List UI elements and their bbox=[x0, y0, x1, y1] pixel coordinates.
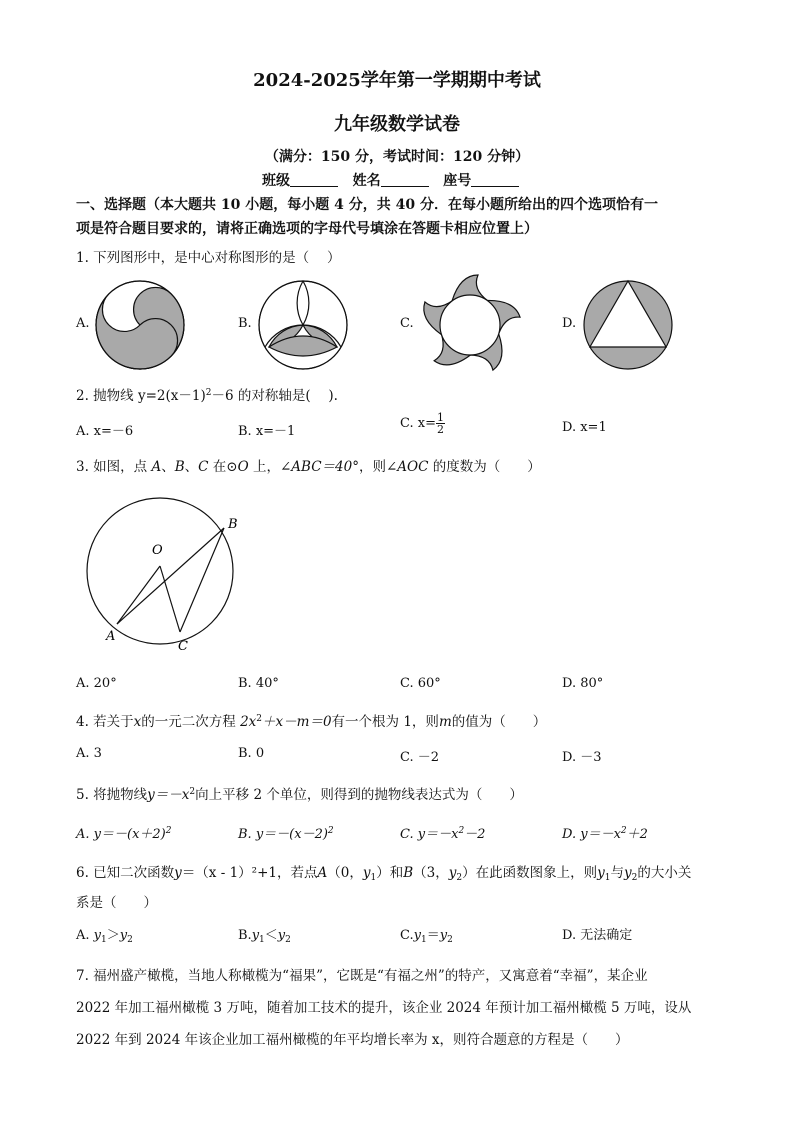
q2-option-a: A. x=－6 bbox=[76, 424, 134, 439]
q3-stem bbox=[76, 455, 541, 475]
q6-text: 的大小关 bbox=[637, 865, 692, 881]
q5-option-d-tail: ＋2 bbox=[626, 827, 648, 842]
q5-option-a-text: A. y＝－(x＋2) bbox=[76, 827, 166, 842]
q6-var: y bbox=[93, 928, 102, 943]
q1-option-b-label: B. bbox=[238, 316, 252, 331]
q3-text: 、 bbox=[184, 459, 199, 475]
q5-sup: 2 bbox=[189, 787, 196, 797]
q6-option-a-label: A. bbox=[76, 928, 90, 943]
q3-text: 在⊙ bbox=[208, 459, 238, 475]
q4-stem bbox=[76, 710, 546, 730]
q3-point: C bbox=[198, 459, 209, 475]
q4-equation: 2x bbox=[240, 714, 257, 730]
seat-label: 座号 bbox=[443, 173, 472, 189]
q5-option-d-text: D. y＝－x bbox=[562, 827, 621, 842]
q4-var: x bbox=[133, 714, 142, 730]
fraction-denominator: 2 bbox=[436, 423, 444, 436]
q1-option-c-label: C. bbox=[400, 316, 414, 331]
q6-text: （3， bbox=[413, 865, 449, 881]
q2-stem-sup: 2 bbox=[205, 388, 212, 398]
q3-angle: ∠AOC bbox=[385, 459, 429, 475]
q3-circle-figure bbox=[76, 490, 256, 660]
q4-option-c: C. －2 bbox=[400, 750, 440, 765]
q6-var: y bbox=[597, 865, 605, 881]
q4-option-b: B. 0 bbox=[238, 746, 265, 761]
q2-option-c bbox=[400, 412, 445, 435]
q6-sub: 1 bbox=[101, 935, 107, 945]
q5-text: 5. 将抛物线 bbox=[76, 787, 148, 803]
q3-point: B bbox=[174, 459, 185, 475]
exam-subtitle: 九年级数学试卷 bbox=[334, 114, 460, 135]
section-heading-line2: 项是符合题目要求的，请将正确选项的字母代号填涂在答题卡相应位置上） bbox=[76, 221, 538, 237]
q5-option-c bbox=[400, 823, 485, 842]
q6-point: A bbox=[317, 865, 328, 881]
q6-sub: 2 bbox=[285, 935, 291, 945]
q3-text: ，则 bbox=[358, 459, 386, 475]
q6-option-c bbox=[400, 924, 453, 943]
q4-option-a: A. 3 bbox=[76, 746, 102, 761]
q2-stem-text-b: －6 的对称轴是( ). bbox=[211, 388, 338, 404]
q2-option-c-text: C. x= bbox=[400, 416, 436, 431]
q7-line1: 7. 福州盛产橄榄，当地人称橄榄为“福果”，它既是“有福之州”的特产，又寓意着“幸福”，某企业 bbox=[76, 968, 648, 984]
q3-option-d: D. 80° bbox=[562, 676, 604, 691]
q3-option-c: C. 60° bbox=[400, 676, 441, 691]
q6-text: ）和 bbox=[376, 865, 404, 881]
q2-option-c-fraction bbox=[436, 412, 445, 435]
q1-figure-c bbox=[415, 270, 525, 380]
class-field[interactable] bbox=[290, 174, 338, 187]
q6-sub: 1 bbox=[259, 935, 265, 945]
q6-sub: 1 bbox=[604, 873, 611, 883]
q6-option-a bbox=[76, 924, 133, 943]
q6-point: B bbox=[403, 865, 414, 881]
q4-sup: 2 bbox=[256, 714, 263, 724]
q3-text: 上， bbox=[248, 459, 280, 475]
q1-figure-d bbox=[580, 276, 680, 376]
q5-option-c-text: C. y＝－x bbox=[400, 827, 459, 842]
q3-text: 3. 如图，点 bbox=[76, 459, 152, 475]
q6-var: y bbox=[277, 928, 286, 943]
q5-option-a bbox=[76, 823, 171, 842]
q6-sub: 2 bbox=[447, 935, 453, 945]
q6-option-b bbox=[238, 924, 291, 943]
q3-option-b: B. 40° bbox=[238, 676, 279, 691]
q5-equation: y＝－x bbox=[147, 787, 190, 803]
name-label: 姓名 bbox=[352, 173, 381, 189]
q1-stem: 1. 下列图形中，是中心对称图形的是（ ） bbox=[76, 250, 341, 266]
q5-sup: 2 bbox=[327, 826, 334, 836]
q7-line2: 2022 年加工福州橄榄 3 万吨，随着加工技术的提升，该企业 2024 年预计加工福州橄榄 5 万吨，设从 bbox=[76, 1000, 692, 1016]
q6-option-d: D. 无法确定 bbox=[562, 928, 633, 943]
q4-text: 4. 若关于 bbox=[76, 714, 134, 730]
q6-option-b-label: B. bbox=[238, 928, 252, 943]
q3-angle: ∠ABC＝40° bbox=[279, 459, 359, 475]
q1-figure-b bbox=[255, 276, 355, 376]
q6-sub: 2 bbox=[127, 935, 133, 945]
q5-option-d bbox=[562, 823, 648, 842]
q3-option-a: A. 20° bbox=[76, 676, 117, 691]
q3-label-a: A bbox=[106, 629, 116, 644]
q2-option-d: D. x=1 bbox=[562, 420, 607, 435]
q7-line3: 2022 年到 2024 年该企业加工福州橄榄的年平均增长率为 x，则符合题意的方程是（ ） bbox=[76, 1032, 629, 1048]
q3-point: O bbox=[237, 459, 249, 475]
q4-text: 的一元二次方程 bbox=[141, 714, 241, 730]
q6-relation: ＝ bbox=[426, 928, 440, 943]
class-label: 班级 bbox=[262, 173, 290, 189]
q3-label-c: C bbox=[178, 639, 188, 654]
q6-text: 与 bbox=[610, 865, 624, 881]
q3-label-b: B bbox=[228, 517, 238, 532]
q5-option-c-tail: －2 bbox=[464, 827, 486, 842]
q6-sub: 1 bbox=[420, 935, 427, 945]
q6-var: y bbox=[413, 928, 421, 943]
q5-text: 向上平移 2 个单位，则得到的抛物线表达式为（ ） bbox=[195, 787, 523, 803]
q4-text: 有一个根为 1，则 bbox=[331, 714, 439, 730]
q5-stem bbox=[76, 783, 523, 803]
q6-sub: 2 bbox=[456, 873, 463, 883]
q3-text: 、 bbox=[161, 459, 175, 475]
q5-option-b bbox=[238, 823, 334, 842]
q5-sup: 2 bbox=[458, 826, 465, 836]
q6-stem-line1 bbox=[76, 861, 691, 881]
q3-point: A bbox=[151, 459, 162, 475]
q6-relation: ＞ bbox=[106, 928, 120, 943]
q3-label-o: O bbox=[152, 543, 163, 558]
q4-var: m bbox=[438, 714, 452, 730]
q1-option-a-label: A. bbox=[76, 316, 90, 331]
q4-text: 的值为（ ） bbox=[451, 714, 547, 730]
q5-sup: 2 bbox=[165, 826, 172, 836]
q4-option-d: D. －3 bbox=[562, 750, 602, 765]
q6-var: y bbox=[174, 865, 182, 881]
q5-sup: 2 bbox=[620, 826, 627, 836]
q5-option-b-text: B. y＝－(x－2) bbox=[238, 827, 328, 842]
q2-option-b: B. x=－1 bbox=[238, 424, 296, 439]
q6-relation: ＜ bbox=[264, 928, 278, 943]
student-info-line bbox=[262, 170, 519, 190]
q6-var: y bbox=[119, 928, 128, 943]
q6-option-c-label: C. bbox=[400, 928, 414, 943]
q6-sub: 2 bbox=[631, 873, 638, 883]
q1-figure-a bbox=[92, 276, 192, 376]
q6-var: y bbox=[362, 865, 371, 881]
q6-text: （0， bbox=[327, 865, 363, 881]
exam-info: （满分：150 分，考试时间：120 分钟） bbox=[264, 149, 530, 165]
q6-text: 6. 已知二次函数 bbox=[76, 865, 175, 881]
section-heading-line1: 一、选择题（本大题共 10 小题，每小题 4 分，共 40 分．在每小题所给出的四个选项恰有一 bbox=[76, 197, 658, 213]
q6-stem-line2: 系是（ ） bbox=[76, 895, 157, 911]
name-field[interactable] bbox=[381, 174, 429, 187]
q6-text: ＝（x - 1）²+1，若点 bbox=[181, 865, 318, 881]
q2-stem-text-a: 2. 抛物线 y=2(x－1) bbox=[76, 388, 206, 404]
q6-sub: 1 bbox=[370, 873, 377, 883]
q2-stem bbox=[76, 384, 338, 404]
q6-var: y bbox=[251, 928, 260, 943]
q6-text: ）在此函数图象上，则 bbox=[462, 865, 598, 881]
q3-text: 的度数为（ ） bbox=[428, 459, 541, 475]
exam-title: 2024-2025学年第一学期期中考试 bbox=[253, 70, 541, 91]
q1-option-d-label: D. bbox=[562, 316, 577, 331]
q6-var: y bbox=[623, 865, 632, 881]
q4-equation: ＋x－m＝0 bbox=[262, 714, 332, 730]
q6-var: y bbox=[448, 865, 457, 881]
fraction-numerator: 1 bbox=[436, 411, 444, 424]
seat-field[interactable] bbox=[471, 174, 519, 187]
q6-var: y bbox=[439, 928, 448, 943]
